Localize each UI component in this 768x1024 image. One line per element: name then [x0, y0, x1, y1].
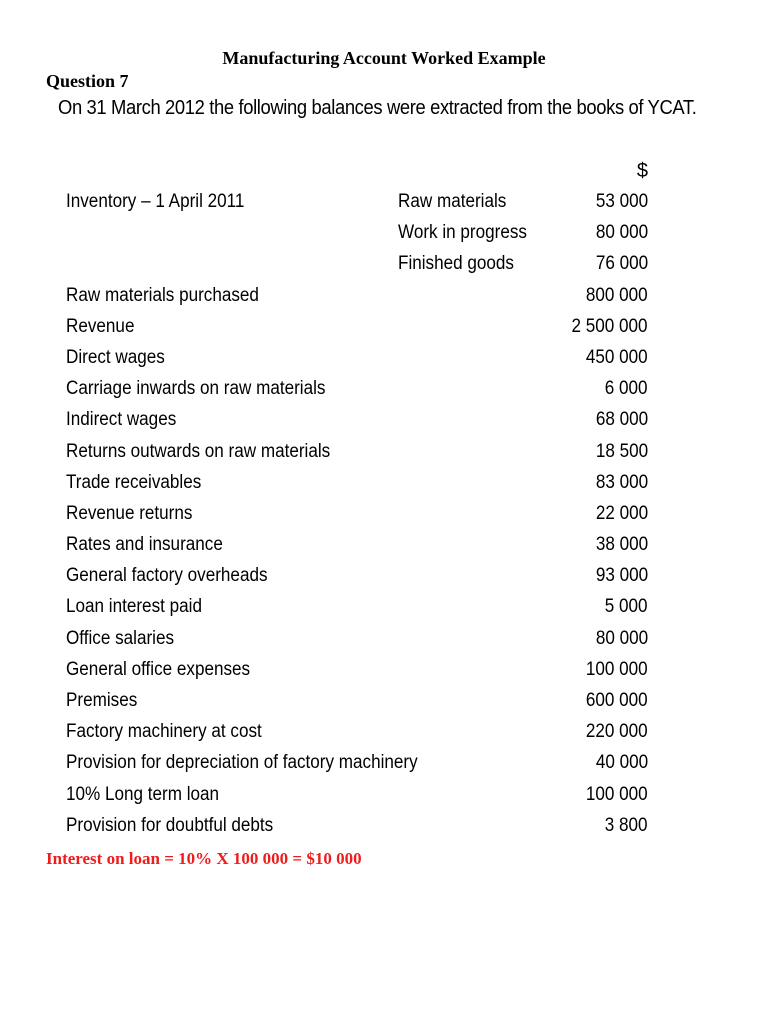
table-row: [0, 718, 768, 749]
table-row: [0, 531, 768, 562]
row-amount: 3 800: [605, 814, 648, 836]
row-amount: 6 000: [605, 378, 648, 400]
row-label: 10% Long term loan: [66, 783, 220, 805]
row-amount: 80 000: [595, 627, 648, 649]
table-row: [0, 438, 768, 469]
table-row: [0, 313, 768, 344]
row-label: Trade receivables: [66, 471, 202, 493]
table-row: [0, 344, 768, 375]
row-amount: 76 000: [595, 253, 648, 275]
table-row: [0, 469, 768, 500]
table-row: [0, 282, 768, 313]
row-label: General office expenses: [66, 658, 251, 680]
table-row: [0, 375, 768, 406]
row-label: General factory overheads: [66, 565, 268, 587]
row-amount: 5 000: [605, 596, 648, 618]
row-amount: 450 000: [586, 346, 648, 368]
row-amount: 18 500: [595, 440, 648, 462]
row-label: Carriage inwards on raw materials: [66, 378, 326, 400]
row-label: Office salaries: [66, 627, 175, 649]
table-row: [0, 687, 768, 718]
row-label: Raw materials purchased: [66, 284, 259, 306]
row-amount: 100 000: [586, 783, 648, 805]
row-sublabel: Raw materials: [398, 191, 507, 212]
row-amount: 100 000: [586, 658, 648, 680]
row-label: Revenue returns: [66, 502, 193, 524]
row-label: Premises: [66, 690, 138, 711]
row-label: Rates and insurance: [66, 534, 223, 556]
row-label: Inventory – 1 April 2011: [66, 191, 245, 212]
table-row: [0, 656, 768, 687]
row-label: Loan interest paid: [66, 596, 202, 618]
table-row: [0, 812, 768, 843]
row-amount: 22 000: [595, 502, 648, 524]
table-row: [0, 781, 768, 812]
row-amount: 80 000: [595, 222, 648, 244]
row-amount: 40 000: [595, 752, 648, 774]
row-amount: 2 500 000: [571, 315, 648, 337]
row-label: Indirect wages: [66, 409, 177, 431]
table-row: [0, 188, 768, 219]
row-label: Provision for depreciation of factory machinery: [66, 752, 418, 774]
table-row: [0, 219, 768, 250]
currency-header: $: [636, 160, 648, 182]
question-label: Question 7: [46, 71, 129, 91]
row-label: Provision for doubtful debts: [66, 814, 274, 836]
table-row: [0, 500, 768, 531]
row-amount: 53 000: [595, 191, 648, 212]
table-row: [0, 562, 768, 593]
interest-note: Interest on loan = 10% X 100 000 = $10 000: [46, 849, 362, 868]
row-label: Direct wages: [66, 346, 165, 368]
row-amount: 93 000: [595, 565, 648, 587]
table-row: [0, 250, 768, 281]
table-row: [0, 406, 768, 437]
row-amount: 83 000: [595, 471, 648, 493]
row-amount: 38 000: [595, 534, 648, 556]
row-amount: 220 000: [586, 721, 648, 743]
row-amount: 800 000: [586, 284, 648, 306]
row-amount: 68 000: [595, 409, 648, 431]
row-sublabel: Finished goods: [398, 253, 514, 275]
row-label: Revenue: [66, 315, 135, 337]
table-row: [0, 593, 768, 624]
page-title: Manufacturing Account Worked Example: [222, 48, 546, 68]
row-sublabel: Work in progress: [398, 222, 527, 244]
row-label: Returns outwards on raw materials: [66, 440, 331, 462]
row-label: Factory machinery at cost: [66, 721, 262, 743]
row-amount: 600 000: [586, 690, 648, 711]
table-row: [0, 625, 768, 656]
balances-table: [0, 188, 768, 843]
table-row: [0, 749, 768, 780]
question-intro: On 31 March 2012 the following balances were extracted from the books of YCAT.: [58, 97, 697, 119]
